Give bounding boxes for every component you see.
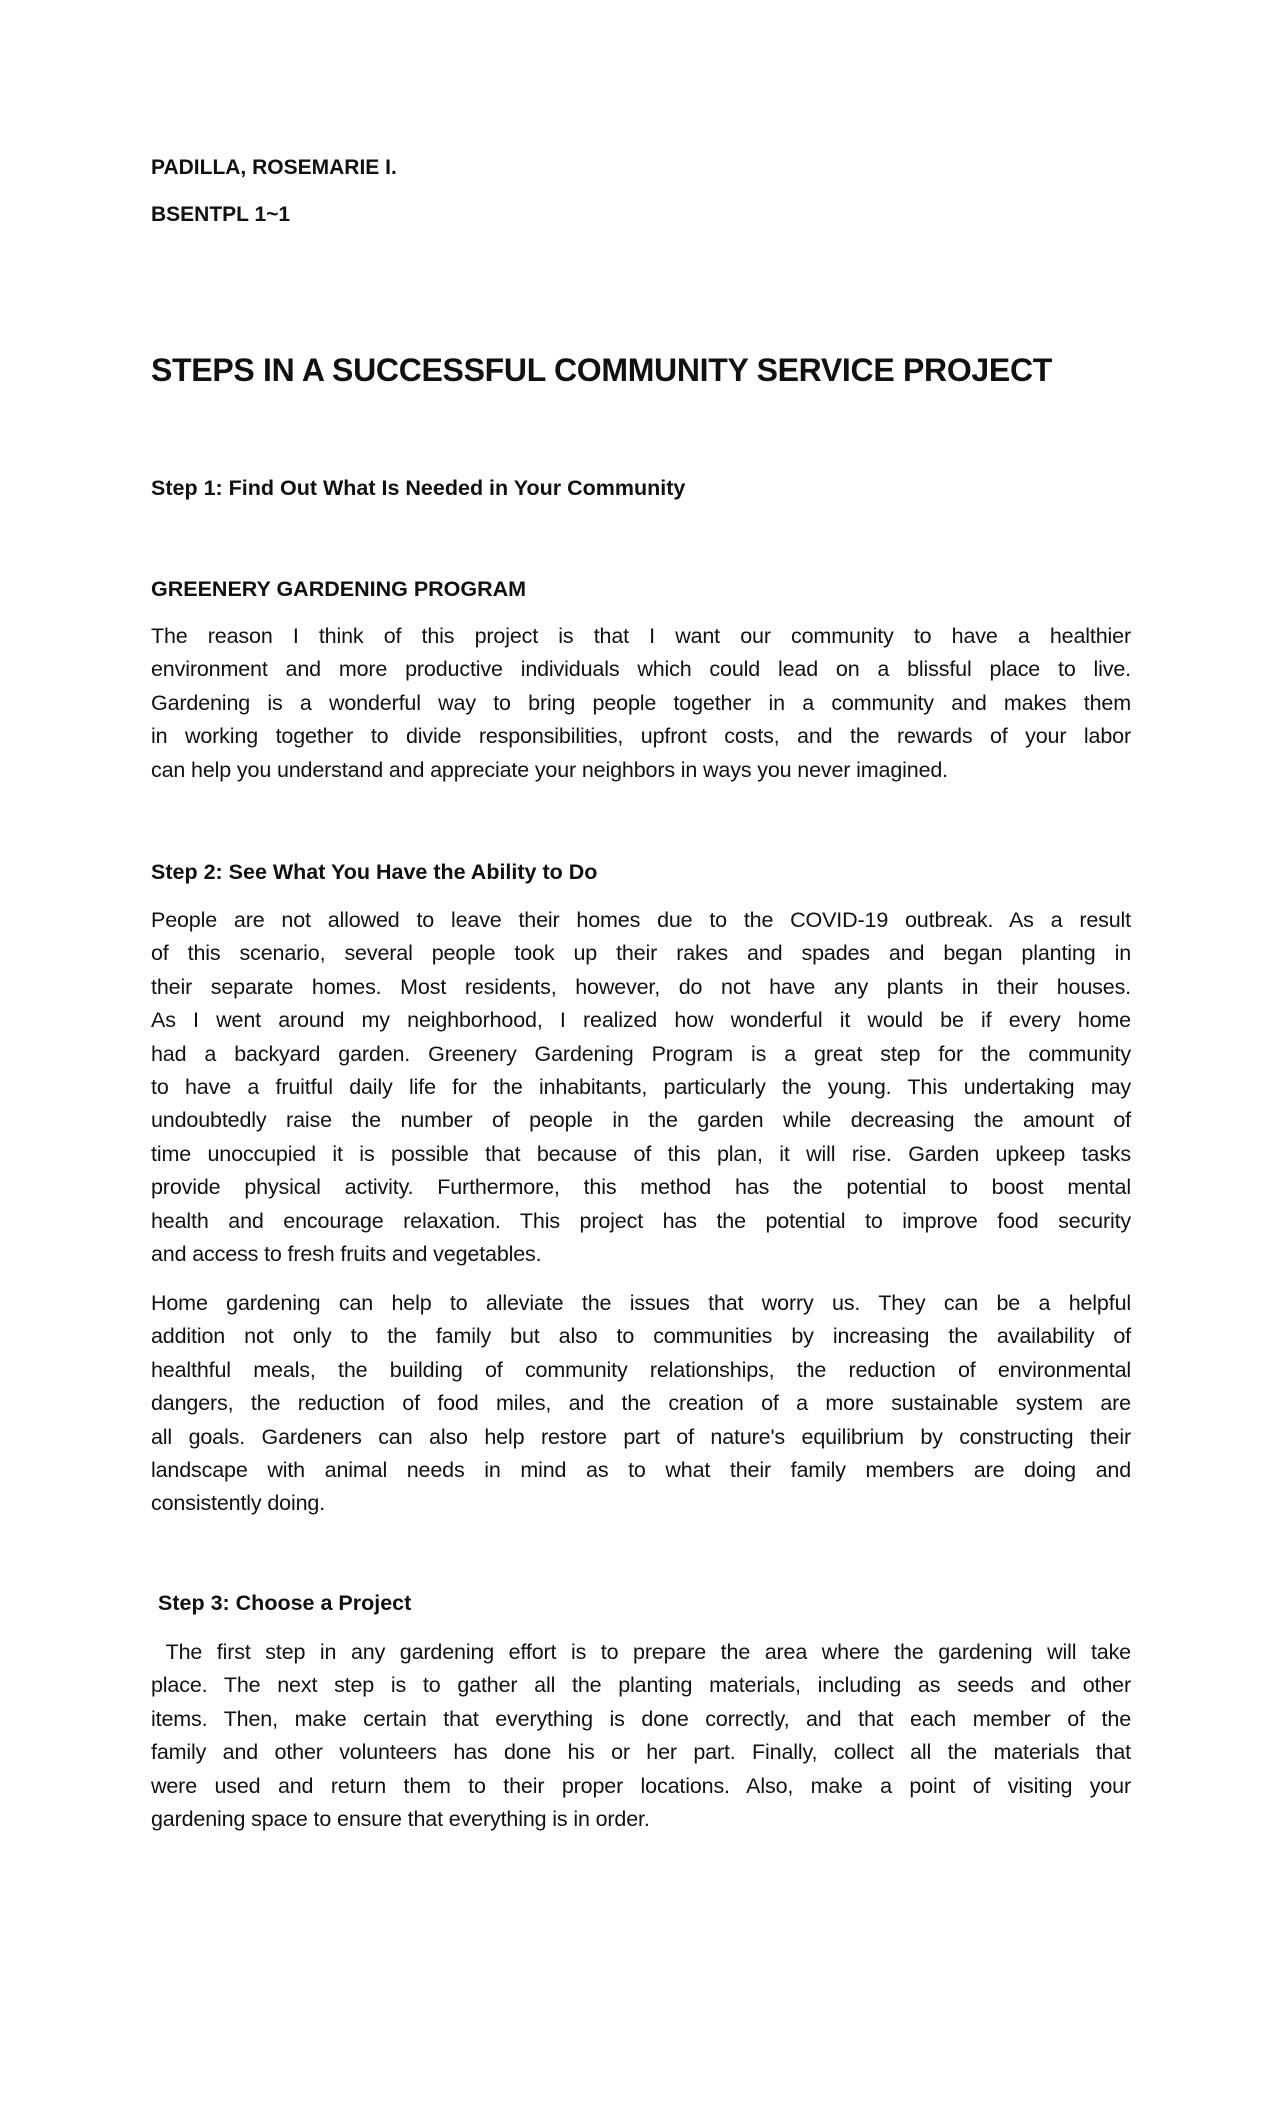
paragraph-line: all goals. Gardeners can also help restore part of nature's equilibrium by constructing their [151, 1424, 1131, 1449]
student-section: BSENTPL 1~1 [151, 203, 291, 226]
paragraph-line: health and encourage relaxation. This project has the potential to improve food security [151, 1208, 1131, 1233]
paragraph-line: The reason I think of this project is that I want our community to have a healthier [151, 624, 1131, 648]
paragraph-line: healthful meals, the building of community relationships, the reduction of environmental [151, 1357, 1131, 1382]
paragraph-line: were used and return them to their proper locations. Also, make a point of visiting your [151, 1773, 1131, 1798]
paragraph-line: Home gardening can help to alleviate the issues that worry us. They can be a helpful [151, 1291, 1131, 1315]
paragraph-line: of this scenario, several people took up their rakes and spades and began planting in [151, 941, 1131, 966]
paragraph-line: dangers, the reduction of food miles, and the creation of a more sustainable system are [151, 1391, 1131, 1416]
paragraph-line: provide physical activity. Furthermore, this method has the potential to boost mental [151, 1175, 1131, 1200]
paragraph-line: and access to fresh fruits and vegetables. [151, 1241, 542, 1266]
paragraph-line: their separate homes. Most residents, however, do not have any plants in their houses. [151, 974, 1131, 999]
paragraph-line: family and other volunteers has done his or her part. Finally, collect all the materials that [151, 1740, 1131, 1765]
paragraph-line: Gardening is a wonderful way to bring people together in a community and makes them [151, 690, 1131, 715]
step1-heading: Step 1: Find Out What Is Needed in Your Community [151, 476, 686, 500]
paragraph-line: in working together to divide responsibilities, upfront costs, and the rewards of your labor [151, 724, 1131, 749]
step3-heading: Step 3: Choose a Project [158, 1591, 412, 1615]
paragraph-line: consistently doing. [151, 1491, 326, 1516]
paragraph-line: to have a fruitful daily life for the inhabitants, particularly the young. This undertaking may [151, 1074, 1131, 1099]
student-name: PADILLA, ROSEMARIE I. [151, 156, 397, 179]
paragraph-line: time unoccupied it is possible that because of this plan, it will rise. Garden upkeep tasks [151, 1141, 1131, 1166]
step1-paragraph [151, 620, 1131, 787]
paragraph-line: environment and more productive individuals which could lead on a blissful place to live. [151, 657, 1131, 682]
paragraph-line: landscape with animal needs in mind as to what their family members are doing and [151, 1457, 1131, 1482]
paragraph-line: gardening space to ensure that everything is in order. [151, 1806, 650, 1831]
paragraph-line: had a backyard garden. Greenery Gardening Program is a great step for the community [151, 1041, 1131, 1066]
paragraph-line: place. The next step is to gather all the planting materials, including as seeds and other [151, 1673, 1131, 1698]
paragraph-line: addition not only to the family but also to communities by increasing the availability of [151, 1324, 1131, 1349]
paragraph-line: As I went around my neighborhood, I realized how wonderful it would be if every home [151, 1008, 1131, 1033]
step2-paragraph-2 [151, 1287, 1131, 1521]
step2-heading: Step 2: See What You Have the Ability to Do [151, 860, 598, 884]
paragraph-line: items. Then, make certain that everything is done correctly, and that each member of the [151, 1706, 1131, 1731]
step1-subheading: GREENERY GARDENING PROGRAM [151, 577, 527, 601]
paragraph-line: People are not allowed to leave their homes due to the COVID-19 outbreak. As a result [151, 908, 1131, 932]
step3-paragraph [151, 1636, 1131, 1836]
paragraph-line: The first step in any gardening effort is to prepare the area where the gardening will take [151, 1640, 1131, 1664]
page-title: STEPS IN A SUCCESSFUL COMMUNITY SERVICE PROJECT [151, 352, 1053, 388]
paragraph-line: undoubtedly raise the number of people in the garden while decreasing the amount of [151, 1108, 1131, 1133]
paragraph-line: can help you understand and appreciate your neighbors in ways you never imagined. [151, 757, 949, 782]
step2-paragraph-1 [151, 904, 1131, 1271]
